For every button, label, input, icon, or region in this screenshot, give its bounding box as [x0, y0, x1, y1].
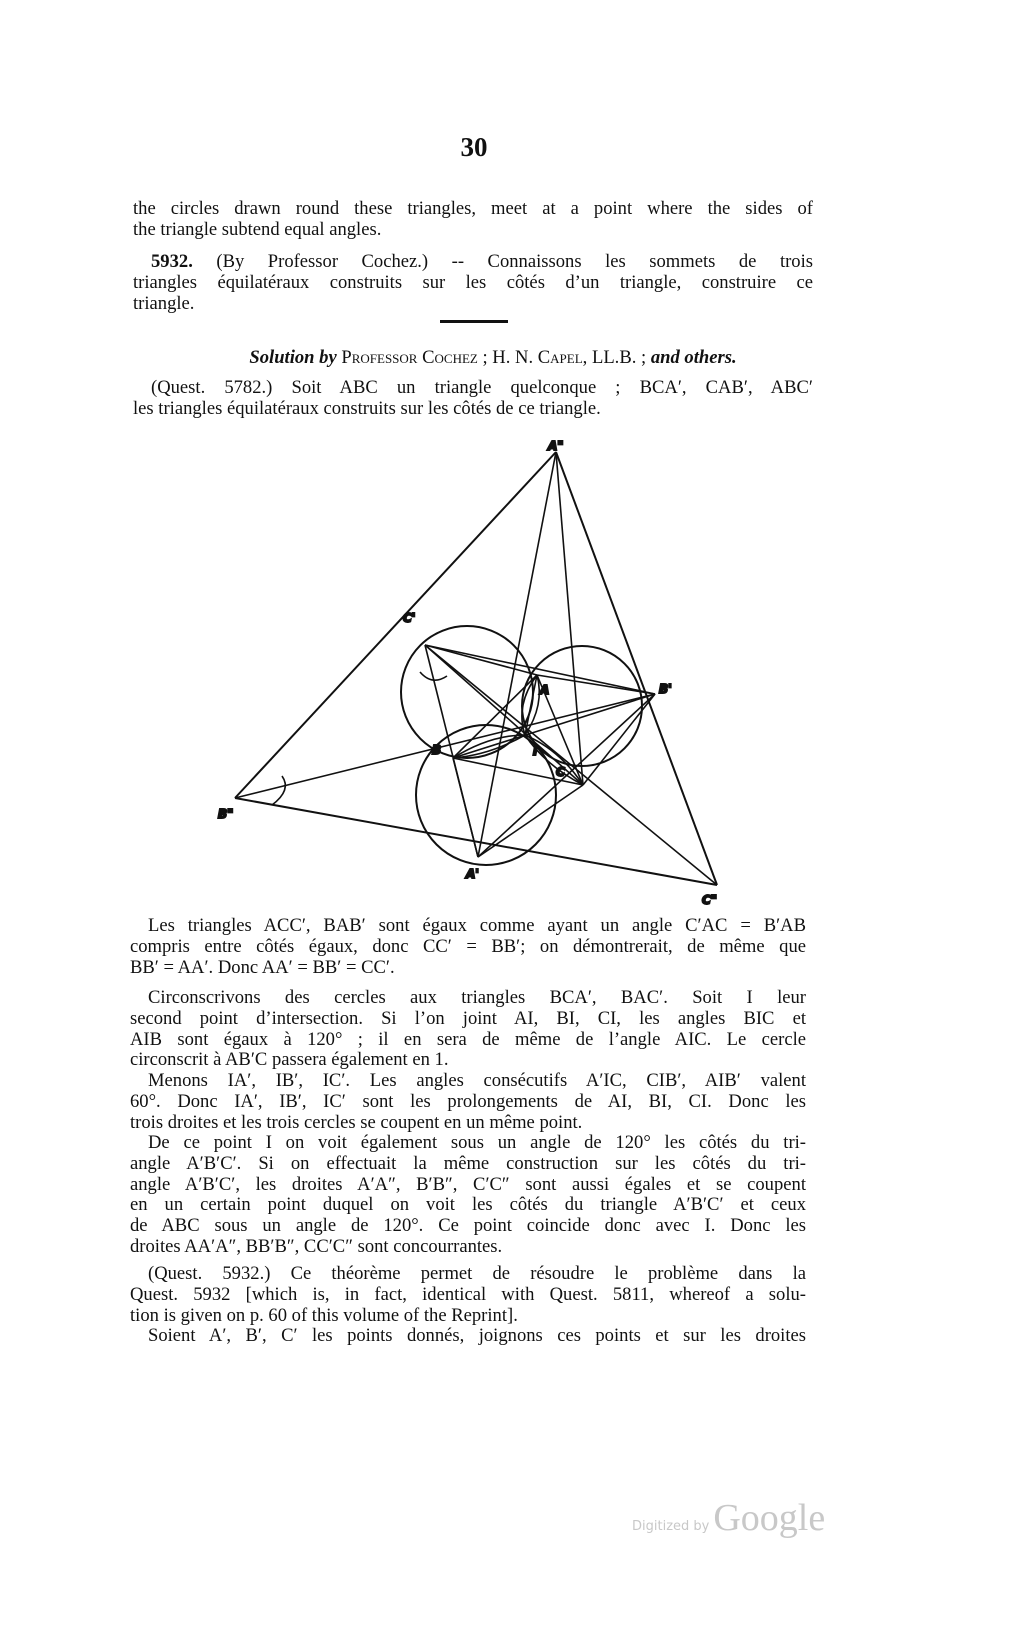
paragraph-menons	[130, 1071, 806, 1133]
text-line: (Quest. 5782.) Soit ABC un triangle quelconque ; BCA′, CAB′, ABC′	[151, 377, 813, 398]
label-c-prime: C'	[403, 611, 416, 625]
text-line: BB′ = AA′. Donc AA′ = BB′ = CC′.	[130, 956, 395, 978]
question-number: 5932.	[151, 251, 193, 272]
label-b-prime: B'	[659, 682, 672, 696]
circles	[401, 626, 642, 865]
text-line: Circonscrivons des cercles aux triangles BCA′, BAC′. Soit I leur	[148, 987, 806, 1008]
text-line: trois droites et les trois cercles se coupent en un même point.	[130, 1111, 583, 1133]
label-b: B	[432, 743, 442, 757]
label-a: A	[540, 683, 550, 697]
label-c: C	[556, 765, 565, 779]
paragraph-circumscribe	[130, 988, 806, 1071]
text-line: angle A′B′C′, les droites A′A″, B′B″, C′C″ sont aussi égales et se coupent	[130, 1173, 806, 1195]
paragraph-continuation	[133, 199, 813, 241]
solution-authors: Professor Cochez ; H. N. Capel, LL.B. ;	[341, 347, 647, 368]
question-text: (By Professor Cochez.) -- Connaissons les sommets de trois	[216, 251, 813, 272]
digitized-by-google-watermark	[632, 1496, 825, 1540]
text-line: second point d’intersection. Si l’on joint AI, BI, CI, les angles BIC et	[130, 1007, 806, 1029]
question-first-line	[133, 252, 813, 273]
text-line: 60°. Donc IA′, IB′, IC′ sont les prolongements de AI, BI, CI. Donc les	[130, 1090, 806, 1112]
label-c-double-prime: C"	[702, 893, 718, 907]
text-line: (Quest. 5932.) Ce théorème permet de résoudre le problème dans la	[148, 1263, 806, 1284]
text-line: Menons IA′, IB′, IC′. Les angles consécutifs A′IC, CIB′, AIB′ valent	[148, 1070, 806, 1091]
solution-heading	[133, 348, 813, 369]
text-line: les triangles équilatéraux construits sur les côtés de ce triangle.	[133, 397, 601, 419]
construction-lines	[235, 452, 717, 885]
text-line: De ce point I on voit également sous un angle de 120° les côtés du tri-	[148, 1132, 806, 1153]
google-logo: Google	[713, 1497, 826, 1539]
solution-lead: Solution by	[249, 347, 337, 368]
text-line: de ABC sous un angle de 120°. Ce point coincide donc avec I. Donc les	[130, 1215, 806, 1237]
text-line: Quest. 5932 [which is, in fact, identical with Quest. 5811, whereof a solu-	[130, 1283, 806, 1305]
text-line: Soient A′, B′, C′ les points donnés, joignons ces points et sur les droites	[148, 1325, 806, 1347]
solution-tail: and others.	[650, 347, 737, 368]
text-line: en un certain point duquel on voit les côtés du triangle A′B′C′ et ceux	[130, 1194, 806, 1216]
label-a-double-prime: A"	[548, 439, 564, 453]
text-line: compris entre côtés égaux, donc CC′ = BB′; on démontrerait, de même que	[130, 935, 806, 957]
label-a-prime: A'	[466, 867, 479, 881]
paragraph-point-i	[130, 1133, 806, 1258]
paragraph-equal-triangles	[130, 916, 806, 978]
label-b-double-prime: B"	[218, 807, 234, 821]
text-line: triangle.	[133, 292, 195, 314]
label-i: I	[533, 744, 538, 758]
text-line: Les triangles ACC′, BAB′ sont égaux comme ayant un angle C′AC = B′AB	[148, 915, 806, 936]
text-line: droites AA′A″, BB′B″, CC′C″ sont concourrantes.	[130, 1235, 503, 1257]
text-line: AIB sont égaux à 120° ; il en sera de même de l’angle AIC. Le cercle	[130, 1028, 806, 1050]
paragraph-quest-5932	[130, 1264, 806, 1347]
watermark-prefix: Digitized by	[632, 1519, 710, 1534]
text-line: triangles équilatéraux construits sur les côtés d’un triangle, construire ce	[133, 271, 813, 293]
page-number: 30	[460, 132, 488, 162]
text-line: angle A′B′C′. Si on effectuait la même construction sur les côtés du tri-	[130, 1152, 806, 1174]
text-line: the circles drawn round these triangles, meet at a point where the sides of	[133, 198, 813, 219]
paragraph-quest-5782	[133, 378, 813, 420]
text-line: tion is given on p. 60 of this volume of the Reprint].	[130, 1304, 518, 1326]
text-line: circonscrit à AB′C passera également en 1.	[130, 1049, 449, 1071]
question-5932	[133, 252, 813, 314]
section-divider	[440, 320, 508, 323]
text-line: the triangle subtend equal angles.	[133, 218, 382, 240]
outer-triangle	[235, 452, 717, 885]
